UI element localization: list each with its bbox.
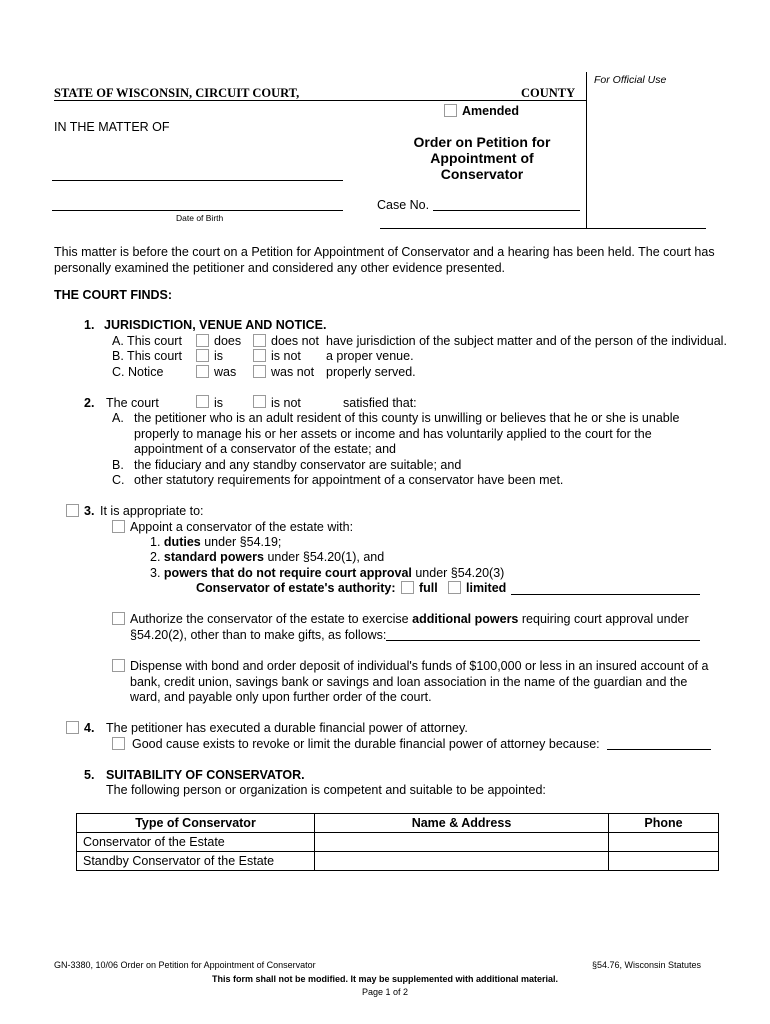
row-1-phone[interactable] — [609, 833, 719, 852]
s3-additional-c: requiring court approval under — [521, 612, 689, 626]
s3-item-1-text: under §54.19; — [204, 535, 282, 549]
s2-is-label: is — [214, 396, 224, 410]
footer-notice: This form shall not be modified. It may be supplemented with additional material. — [211, 974, 559, 984]
s1-a-does-label: does — [214, 334, 242, 348]
s1-a-does-not-checkbox[interactable] — [253, 334, 266, 347]
s3-additional-b: additional powers — [412, 612, 519, 626]
s1-a-does-not-label: does not — [271, 334, 319, 348]
col-header-type: Type of Conservator — [77, 814, 315, 833]
in-the-matter-label: IN THE MATTER OF — [54, 120, 170, 134]
s1-c-text: properly served. — [326, 365, 416, 379]
s3-limited-label: limited — [466, 581, 507, 595]
heading-rule — [54, 100, 586, 101]
court-heading: STATE OF WISCONSIN, CIRCUIT COURT, — [54, 86, 300, 100]
s2-b-text: the fiduciary and any standby conservator are suitable; and — [134, 458, 462, 472]
s1-c-was-label: was — [214, 365, 237, 379]
s3-bond-line-2: bank, credit union, savings bank or savings and loan association in the name of the guardian and the — [130, 675, 688, 689]
s3-full-label: full — [419, 581, 438, 595]
s3-item-2-bold: standard powers — [163, 550, 264, 564]
s2-a-line-2: properly to manage his or her assets or income and has voluntarily applied to the court for the — [134, 427, 652, 441]
s3-additional-powers-checkbox[interactable] — [112, 612, 125, 625]
row-1-name-address[interactable] — [315, 833, 609, 852]
header-bottom-rule — [380, 228, 706, 229]
s3-additional-line-1 — [130, 612, 689, 626]
s2-c-letter: C. — [112, 473, 125, 487]
row-1-type: Conservator of the Estate — [77, 833, 315, 852]
official-use-label: For Official Use — [594, 74, 667, 86]
court-finds-heading: THE COURT FINDS: — [54, 288, 173, 302]
s1-c-was-not-checkbox[interactable] — [253, 365, 266, 378]
s2-a-letter: A. — [112, 411, 124, 425]
dob-label: Date of Birth — [176, 213, 224, 223]
s1-c-label: C. Notice — [112, 365, 164, 379]
s2-lead: The court — [106, 396, 159, 410]
s2-is-not-label: is not — [271, 396, 301, 410]
amended-label: Amended — [462, 104, 519, 118]
s4-revoke-field-line[interactable] — [607, 749, 711, 750]
title-line-1: Order on Petition for — [413, 134, 551, 150]
intro-line-1: This matter is before the court on a Petition for Appointment of Conservator and a hearing has been held. The court has — [54, 245, 715, 259]
s2-number: 2. — [84, 396, 95, 410]
s2-a-line-3: appointment of a conservator of the estate; and — [134, 442, 396, 456]
s3-additional-field-line[interactable] — [386, 640, 700, 641]
row-2-type: Standby Conservator of the Estate — [77, 852, 315, 871]
s3-lead: It is appropriate to: — [100, 504, 204, 518]
s4-checkbox[interactable] — [66, 721, 79, 734]
s3-appoint-checkbox[interactable] — [112, 520, 125, 533]
s3-item-2-text: under §54.20(1), and — [267, 550, 385, 564]
s2-is-not-checkbox[interactable] — [253, 395, 266, 408]
s1-a-text: have jurisdiction of the subject matter and of the person of the individual. — [326, 334, 727, 348]
s3-bond-line-1: Dispense with bond and order deposit of individual's funds of $100,000 or less in an insured account of a — [130, 659, 709, 673]
footer-form-id: GN-3380, 10/06 Order on Petition for Appointment of Conservator — [54, 960, 316, 970]
conservator-table — [76, 813, 719, 871]
footer-page: Page 1 of 2 — [361, 987, 409, 997]
document-title — [392, 134, 572, 182]
case-no-label: Case No. — [377, 198, 430, 212]
s3-bond-checkbox[interactable] — [112, 659, 125, 672]
s5-title: SUITABILITY OF CONSERVATOR. — [106, 768, 305, 782]
amended-checkbox[interactable] — [444, 104, 457, 117]
s3-appoint-label: Appoint a conservator of the estate with: — [130, 520, 354, 534]
s3-limited-checkbox[interactable] — [448, 581, 461, 594]
s5-text: The following person or organization is competent and suitable to be appointed: — [106, 783, 546, 797]
s1-b-label: B. This court — [112, 349, 182, 363]
s1-b-text: a proper venue. — [326, 349, 414, 363]
s3-item-2 — [150, 550, 384, 564]
intro-line-2: personally examined the petitioner and considered any other evidence presented. — [54, 261, 505, 275]
s1-number: 1. — [84, 318, 95, 332]
s2-is-checkbox[interactable] — [196, 395, 209, 408]
s4-line-1: The petitioner has executed a durable financial power of attorney. — [106, 721, 468, 735]
s2-c-text: other statutory requirements for appointment of a conservator have been met. — [134, 473, 564, 487]
s3-additional-a: Authorize the conservator of the estate to exercise — [130, 612, 409, 626]
s3-item-3-text: under §54.20(3) — [415, 566, 505, 580]
s1-b-is-label: is — [214, 349, 224, 363]
s3-item-2-num: 2. — [150, 550, 161, 564]
s3-checkbox[interactable] — [66, 504, 79, 517]
table-row — [77, 833, 719, 852]
s3-limited-field-line[interactable] — [511, 594, 700, 595]
s2-b-letter: B. — [112, 458, 124, 472]
s1-b-is-checkbox[interactable] — [196, 349, 209, 362]
table-row — [77, 852, 719, 871]
row-2-name-address[interactable] — [315, 852, 609, 871]
s3-item-3-bold: powers that do not require court approval — [163, 566, 412, 580]
footer-statute: §54.76, Wisconsin Statutes — [592, 960, 702, 970]
s3-item-1-num: 1. — [150, 535, 161, 549]
official-use-divider — [586, 72, 587, 228]
table-header-row — [77, 814, 719, 833]
row-2-phone[interactable] — [609, 852, 719, 871]
s1-b-is-not-checkbox[interactable] — [253, 349, 266, 362]
s4-revoke-checkbox[interactable] — [112, 737, 125, 750]
name-field-line[interactable] — [52, 180, 343, 181]
s1-c-was-checkbox[interactable] — [196, 365, 209, 378]
s3-item-1 — [150, 535, 281, 549]
s3-item-3-num: 3. — [150, 566, 161, 580]
s3-item-3 — [150, 566, 504, 580]
s3-number: 3. — [84, 504, 95, 518]
s1-c-was-not-label: was not — [271, 365, 315, 379]
s5-number: 5. — [84, 768, 95, 782]
s2-tail: satisfied that: — [343, 396, 417, 410]
s3-bond-line-3: ward, and payable only upon further order of the court. — [130, 690, 432, 704]
col-header-phone: Phone — [609, 814, 719, 833]
col-header-name-address: Name & Address — [315, 814, 609, 833]
title-line-2: Appointment of — [430, 150, 534, 166]
case-no-field-line[interactable] — [433, 210, 580, 211]
s3-additional-line-2: §54.20(2), other than to make gifts, as follows: — [130, 628, 387, 642]
s3-item-1-bold: duties — [163, 535, 201, 549]
s3-authority-label: Conservator of estate's authority: — [196, 581, 396, 595]
s1-title: JURISDICTION, VENUE AND NOTICE. — [104, 318, 327, 332]
county-label: COUNTY — [521, 86, 576, 100]
s4-line-2: Good cause exists to revoke or limit the durable financial power of attorney because: — [132, 737, 600, 751]
s1-a-does-checkbox[interactable] — [196, 334, 209, 347]
s1-a-label: A. This court — [112, 334, 182, 348]
dob-field-line[interactable] — [52, 210, 343, 211]
s2-a-line-1: the petitioner who is an adult resident of this county is unwilling or believes that he or she is unable — [134, 411, 680, 425]
s4-number: 4. — [84, 721, 95, 735]
title-line-3: Conservator — [440, 166, 524, 182]
s1-b-is-not-label: is not — [271, 349, 301, 363]
s3-full-checkbox[interactable] — [401, 581, 414, 594]
